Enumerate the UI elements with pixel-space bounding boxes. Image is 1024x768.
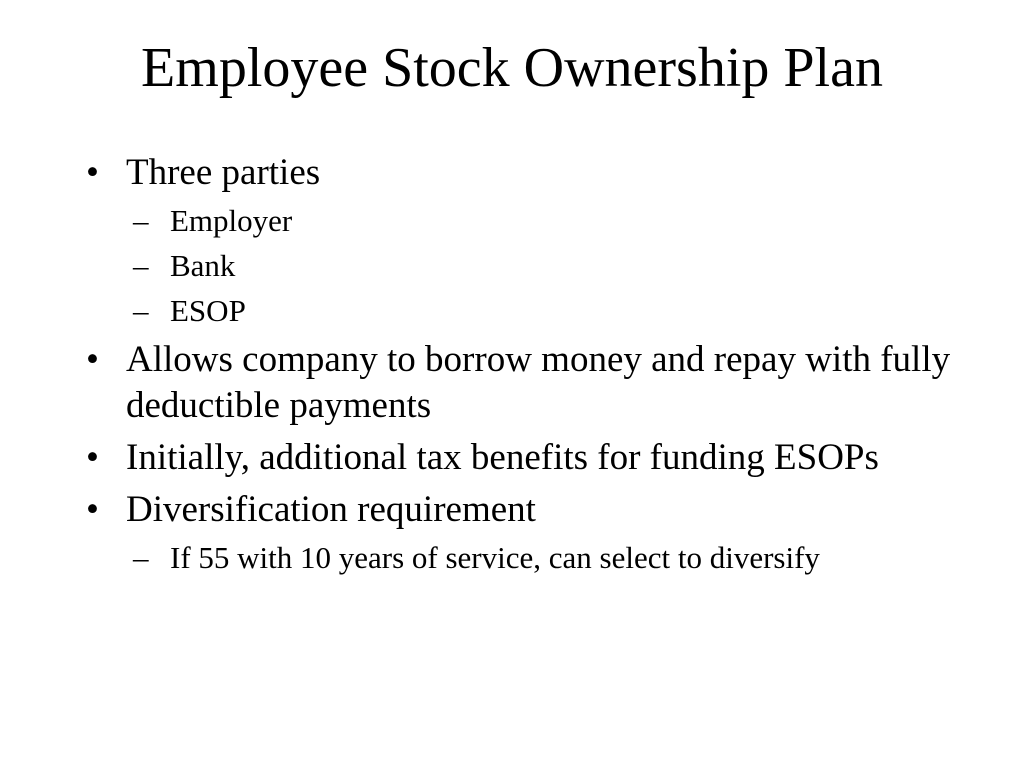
sub-bullet-text: ESOP	[170, 293, 246, 328]
bullet-marker: •	[86, 437, 99, 478]
bullet-text: Initially, additional tax benefits for funding ESOPs	[126, 437, 879, 478]
sub-bullet-list	[86, 202, 966, 330]
sub-bullet-marker: –	[133, 248, 149, 283]
sub-bullet-text: Bank	[170, 248, 236, 283]
sub-bullet-item	[86, 292, 966, 330]
sub-bullet-list	[86, 539, 966, 577]
bullet-item	[86, 337, 966, 429]
sub-bullet-marker: –	[133, 203, 149, 238]
bullet-item	[86, 150, 966, 196]
bullet-item	[86, 435, 966, 481]
sub-bullet-text: Employer	[170, 203, 293, 238]
sub-bullet-marker: –	[133, 293, 149, 328]
sub-bullet-item	[86, 539, 966, 577]
slide-title: Employee Stock Ownership Plan	[141, 37, 883, 99]
bullet-text: Diversification requirement	[126, 489, 536, 530]
bullet-text: Allows company to borrow money and repay with fully deductible payments	[126, 339, 951, 426]
sub-bullet-text: If 55 with 10 years of service, can select to diversify	[170, 540, 820, 575]
sub-bullet-item	[86, 247, 966, 285]
sub-bullet-item	[86, 202, 966, 240]
bullet-marker: •	[86, 339, 99, 380]
bullet-list	[86, 150, 966, 584]
bullet-item	[86, 487, 966, 533]
sub-bullet-marker: –	[133, 540, 149, 575]
bullet-marker: •	[86, 152, 99, 193]
bullet-text: Three parties	[126, 152, 321, 193]
bullet-marker: •	[86, 489, 99, 530]
